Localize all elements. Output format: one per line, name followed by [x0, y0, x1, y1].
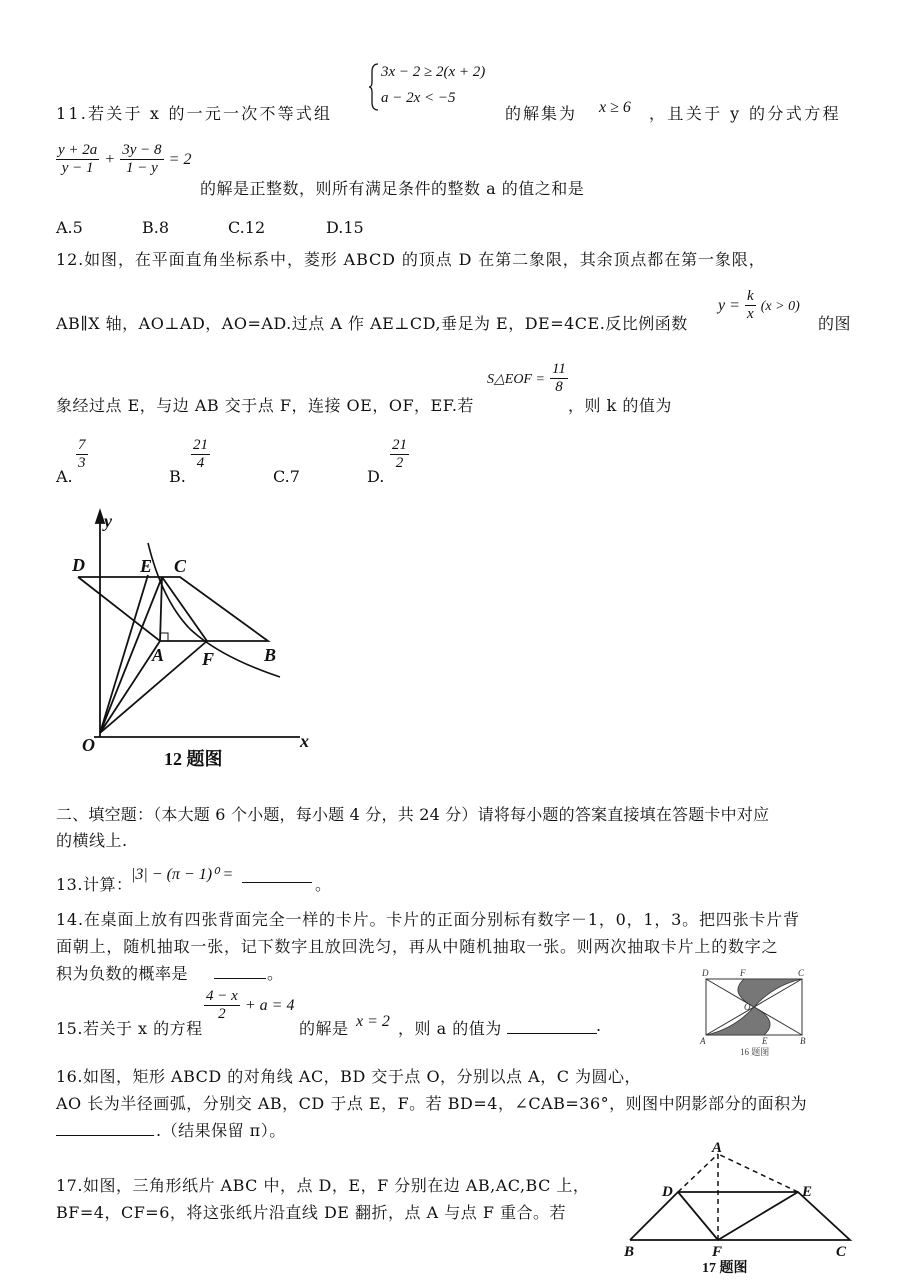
q15-prefix: 15.若关于 x 的方程	[56, 1019, 203, 1038]
q12-line3-end: ，则 k 的值为	[568, 396, 672, 415]
q16-line3: .（结果保留 π）。	[156, 1121, 286, 1140]
q11-option-d: D.15	[326, 218, 364, 237]
q12-line2: AB∥X 轴，AO⊥AD，AO=AD.过点 A 作 AE⊥CD,垂足为 E，DE=4CE.反比例函数	[56, 314, 688, 333]
q14-line3-end: 。	[267, 964, 284, 983]
q11-line2: 的解是正整数，则所有满足条件的整数 a 的值之和是	[200, 179, 585, 198]
label-o: O	[82, 735, 95, 755]
segment-ao	[100, 641, 160, 733]
system-brace	[368, 62, 380, 112]
q15-solution: x = 2	[356, 1013, 390, 1030]
label-a: A	[700, 1036, 706, 1046]
q12-option-c: C.7	[273, 467, 300, 486]
segment-ef	[718, 1192, 798, 1240]
q11-line1-a: 11.若关于 x 的一元一次不等式组	[56, 104, 333, 123]
segment-df	[678, 1192, 718, 1240]
q14-line2: 面朝上，随机抽取一张，记下数字且放回洗匀，再从中随机抽取一张。则两次抽取卡片上的数字之	[56, 937, 779, 956]
label-x: x	[300, 731, 309, 751]
q12-option-a-value: $\frac{7}{3}$	[78, 437, 86, 471]
label-o: O	[744, 1002, 751, 1012]
label-e: E	[762, 1036, 768, 1046]
figure-17-caption: 17 题图	[702, 1261, 748, 1276]
label-e: E	[802, 1184, 813, 1200]
label-d: D	[662, 1184, 673, 1200]
section-2-line1: 二、填空题：（本大题 6 个小题，每小题 4 分，共 24 分）请将每小题的答案直接填在答题卡中对应	[56, 805, 770, 824]
label-y: y	[104, 511, 112, 531]
q13-prefix: 13.计算：	[56, 875, 133, 894]
figure-16	[694, 965, 818, 1057]
q15-mid: 的解是	[299, 1019, 349, 1038]
label-f: F	[712, 1244, 723, 1260]
dashed-ea	[718, 1154, 798, 1192]
right-angle-mark	[160, 633, 168, 641]
q11-line1-c: ，且关于 y 的分式方程	[649, 104, 842, 123]
label-a: A	[712, 1140, 723, 1156]
q14-line3: 积为负数的概率是	[56, 964, 189, 983]
q11-option-c: C.12	[228, 218, 266, 237]
q17-line2: BF=4，CF=6，将这张纸片沿直线 DE 翻折，点 A 与点 F 重合。若	[56, 1203, 567, 1222]
inequality-1: 3x − 2 ≥ 2(x + 2)	[381, 64, 486, 80]
q16-line1: 16.如图，矩形 ABCD 的对角线 AC，BD 交于点 O，分别以点 A，C 为圆心，	[56, 1067, 642, 1086]
dashed-da	[678, 1154, 718, 1192]
solution-set: x ≥ 6	[599, 99, 631, 116]
q11-option-a: A.5	[56, 218, 83, 237]
label-b: B	[264, 645, 277, 665]
q17-line1: 17.如图，三角形纸片 ABC 中，点 D，E，F 分别在边 AB,AC,BC 上，	[56, 1176, 590, 1195]
figure-17	[620, 1140, 860, 1282]
label-f: F	[202, 649, 215, 669]
q13-expression: |3| − (π − 1)⁰ =	[131, 866, 234, 883]
label-d: D	[702, 968, 709, 978]
label-b: B	[800, 1036, 806, 1046]
q12-option-d-value: $\frac{21}{2}$	[392, 437, 407, 471]
label-e: E	[140, 556, 153, 576]
section-2-line2: 的横线上.	[56, 831, 128, 850]
q11-line1-b: 的解集为	[505, 104, 578, 123]
label-b: B	[624, 1244, 635, 1260]
q12-option-d: D.	[367, 467, 385, 486]
q13-answer-blank[interactable]	[242, 882, 312, 883]
label-d: D	[72, 555, 85, 575]
q15-answer-blank[interactable]	[507, 1033, 597, 1034]
q14-line1: 14.在桌面上放有四张背面完全一样的卡片。卡片的正面分别标有数字－1，0，1，3。把四张卡片背	[56, 910, 800, 929]
label-c: C	[836, 1244, 847, 1260]
q16-line2: AO 长为半径画弧，分别交 AB，CD 于点 E，F。若 BD=4，∠CAB=36°，则图中阴影部分的面积为	[56, 1094, 808, 1113]
q15-end: ，则 a 的值为	[398, 1019, 502, 1038]
q12-option-b-value: $\frac{21}{4}$	[193, 437, 208, 471]
label-a: A	[152, 645, 165, 665]
q11-option-b: B.8	[142, 218, 170, 237]
q15-equation: $\frac{4 - x}{2}$ + a = 4	[206, 988, 295, 1022]
fractional-equation: $\frac{y + 2a}{y - 1}$ + $\frac{3y - 8}{1 - y}$ = 2	[58, 142, 192, 176]
y-axis-arrow	[96, 511, 104, 523]
inequality-2: a − 2x < −5	[381, 90, 456, 106]
segment-ef	[162, 577, 207, 641]
q12-option-b: B.	[169, 467, 186, 486]
q16-answer-blank[interactable]	[56, 1135, 154, 1136]
label-c: C	[174, 556, 187, 576]
q12-line1: 12.如图，在平面直角坐标系中，菱形 ABCD 的顶点 D 在第二象限，其余顶点都在第一象限，	[56, 250, 766, 269]
q12-option-a: A.	[56, 467, 73, 486]
q14-answer-blank[interactable]	[214, 978, 266, 979]
figure-12-caption: 12 题图	[164, 749, 223, 769]
q13-suffix: 。	[315, 875, 332, 894]
label-f: F	[740, 968, 746, 978]
rhombus-abcd	[78, 577, 268, 641]
figure-16-caption: 16 题图	[740, 1047, 770, 1057]
q12-line2-end: 的图	[818, 314, 852, 333]
figure-12	[60, 505, 330, 775]
q12-line3: 象经过点 E，与边 AB 交于点 F，连接 OE，OF，EF.若	[56, 396, 474, 415]
q15-period: .	[596, 1016, 602, 1035]
area-condition: S△EOF = $\frac{11}{8}$	[487, 361, 566, 395]
label-c: C	[798, 968, 805, 978]
inverse-function: y = $\frac{k}{x}$ (x > 0)	[718, 288, 800, 322]
